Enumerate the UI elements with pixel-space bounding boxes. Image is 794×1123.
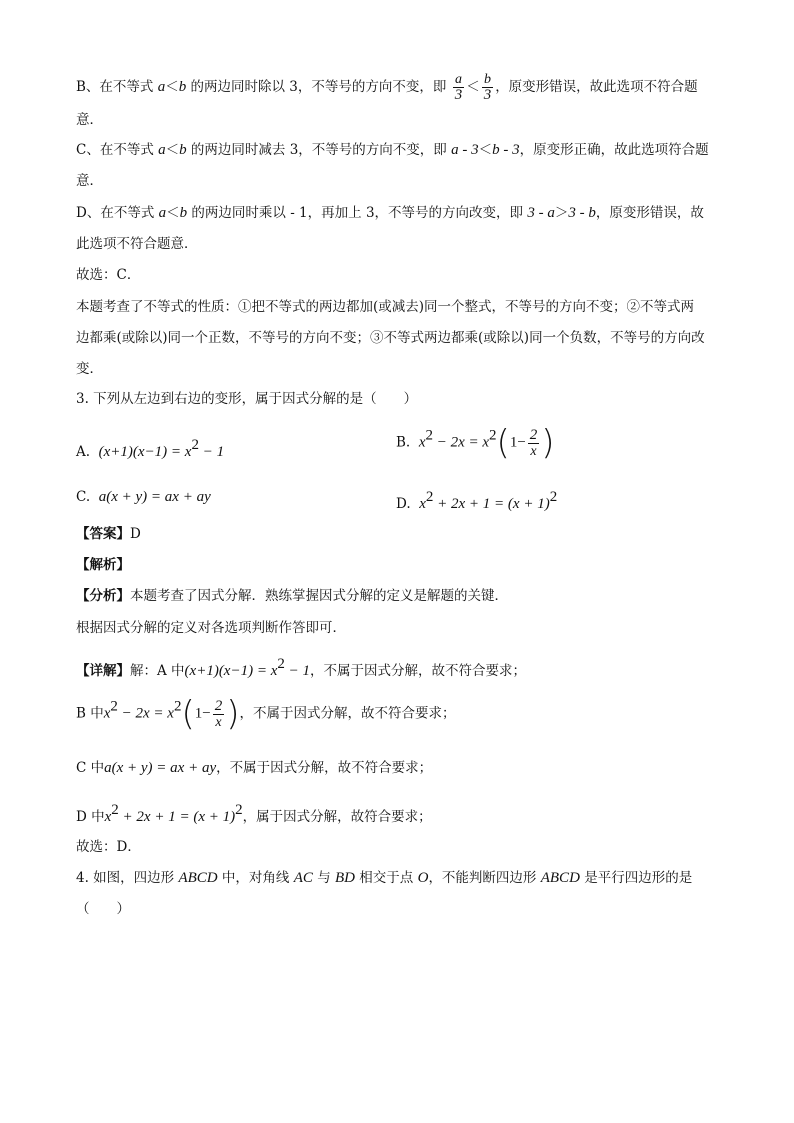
detail-b: B 中$x^2 - 2x = x^2(1-$ $\frac{2}{x}$ )，不属于因式分解，故不符合要求；: [76, 694, 456, 734]
detail-a: 【详解】解：A 中$(x+1)(x-1) = x^2 - 1$，不属于因式分解，故不符合要求；: [76, 656, 526, 679]
line-option-d: D、在不等式 a＜b 的两边同时乘以 - 1，再加上 3，不等号的方向改变，即 3 - a＞3 - b，原变形错误，故: [76, 205, 704, 221]
line-option-c: C、在不等式 a＜b 的两边同时减去 3，不等号的方向不变，即 a - 3＜b - 3，原变形正确，故此选项符合题: [76, 142, 709, 158]
fraction-a-over-3: $\frac{a}{3}$: [454, 72, 463, 103]
math-a: a: [157, 79, 166, 95]
question-3: 3. 下列从左边到右边的变形，属于因式分解的是（ ）: [76, 391, 418, 407]
line-option-d-cont: 此选项不符合题意．: [76, 236, 198, 252]
fenxi-line-2: 根据因式分解的定义对各选项判断作答即可．: [76, 620, 346, 636]
answer-line: 【答案】D: [76, 526, 141, 542]
choose-d: 故选：D．: [76, 839, 141, 855]
summary-line-2: 边都乘(或除以)同一个正数，不等号的方向不变；③不等式两边都乘(或除以)同一个负数，不等号的方向改: [76, 330, 705, 346]
option-d: D. $x^2 + 2x + 1 = (x + 1)^2$: [396, 489, 558, 512]
detail-c: C 中a(x + y) = ax + ay，不属于因式分解，故不符合要求；: [76, 760, 433, 776]
summary-line-3: 变．: [76, 361, 103, 377]
detail-d: D 中$x^2 + 2x + 1 = (x + 1)^2$，属于因式分解，故符合要求；: [76, 802, 432, 825]
line-option-b-cont: 意．: [76, 112, 103, 128]
jiexi-tag: 【解析】: [76, 557, 130, 573]
option-c: C. a(x + y) = ax + ay: [76, 489, 211, 505]
fenxi-line: 【分析】本题考查了因式分解．熟练掌握因式分解的定义是解题的关键．: [76, 588, 508, 604]
option-a: A. $(x+1)(x-1) = x^2 - 1$: [76, 437, 225, 460]
question-4: 4. 如图，四边形 ABCD 中，对角线 AC 与 BD 相交于点 O，不能判断四边形 ABCD 是平行四边形的是: [76, 870, 693, 886]
fraction-b-over-3: $\frac{b}{3}$: [483, 72, 492, 103]
choose-c: 故选：C．: [76, 267, 141, 283]
line-option-c-cont: 意．: [76, 173, 103, 189]
summary-line-1: 本题考查了不等式的性质：①把不等式的两边都加(或减去)同一个整式，不等号的方向不变；②不等式两: [76, 299, 695, 315]
question-4-paren: （ ）: [76, 901, 130, 917]
option-b: B. $x^2 - 2x = x^2(1-$ $\frac{2}{x}$ ): [396, 423, 555, 463]
line-option-b: B、在不等式 a＜b 的两边同时除以 3，不等号的方向不变，即 $\frac{a}{3}$ ＜ $\frac{b}{3}$ ，原变形错误，故此选项不符合题: [76, 72, 698, 103]
